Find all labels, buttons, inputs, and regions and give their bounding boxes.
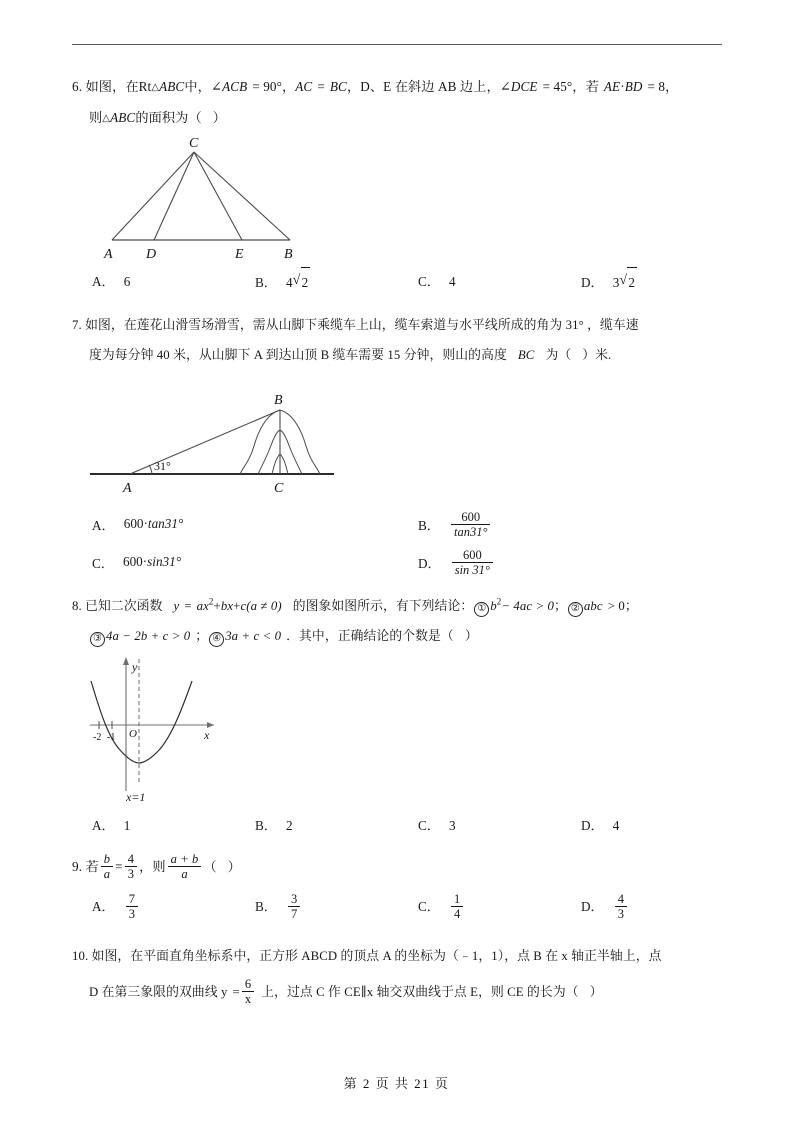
question-10-text-line-1: 如图，在平面直角坐标系中，正方形 ABCD 的顶点 A 的坐标为（﹣1，1），点 B 在 x 轴正半轴上，点 xyxy=(91,949,662,963)
question-8-line-2 xyxy=(72,621,724,651)
question-8-line-1 xyxy=(72,591,724,621)
question-7-number: 7. xyxy=(72,318,82,332)
q9-f1-denominator: a xyxy=(101,866,113,881)
figure-axis-label-y: y xyxy=(132,660,138,674)
question-7-text-line-1: 如图，在莲花山滑雪场滑雪，需从山脚下乘缆车上山，缆车索道与水平线所成的角为 31° ，缆车速 xyxy=(85,318,639,332)
option-c-label: C． xyxy=(418,899,440,914)
q9-text-2: 则 xyxy=(152,859,166,874)
question-7-line-2 xyxy=(72,340,724,370)
option-b[interactable] xyxy=(255,267,418,298)
q6-eq-3: = 45° xyxy=(542,79,573,94)
q10-l2-text-1: D 在第三象限的双曲线 y xyxy=(89,985,228,999)
q9-f2-denominator: 3 xyxy=(125,866,137,881)
q6-text-1: 如图，在 xyxy=(85,79,139,94)
option-d[interactable] xyxy=(581,267,744,298)
q10-numerator: 6 xyxy=(244,976,252,991)
q8-conclusion-1-rest: − 4ac > 0 xyxy=(501,599,555,613)
circled-number-1-icon: ① xyxy=(474,602,489,617)
option-b-numerator: 600 xyxy=(461,509,481,524)
question-10-number: 10. xyxy=(72,949,89,963)
figure-label-C: C xyxy=(189,136,199,151)
option-b[interactable] xyxy=(418,505,744,543)
option-c[interactable]: C． 600 · sin31° xyxy=(92,554,182,571)
option-a-coefficient: 600 xyxy=(123,516,144,531)
q6-text-2: 中， xyxy=(184,79,211,94)
q8-text-2: 的图象如图所示，有下列结论： xyxy=(292,599,474,613)
q6-l2-abc: ABC xyxy=(110,110,136,125)
q6-text-4: 若 xyxy=(585,79,599,94)
option-a[interactable] xyxy=(92,811,255,841)
option-a[interactable]: A． 600 · tan31° xyxy=(92,516,184,533)
option-a-value: 6 xyxy=(123,274,131,289)
circled-number-2-icon: ② xyxy=(568,602,583,617)
option-b-label: B． xyxy=(418,517,440,533)
option-b-denominator: tan31° xyxy=(451,524,490,539)
option-d-label: D． xyxy=(418,555,441,571)
q6-comma-1: ， xyxy=(281,79,296,94)
q8-text-1: 已知二次函数 xyxy=(85,599,163,613)
q8-x: x xyxy=(203,599,209,613)
option-c-label: C． xyxy=(418,818,440,833)
q7-l2-text-3: ）米. xyxy=(582,348,612,362)
figure-label-B: B xyxy=(274,393,283,408)
option-c-denominator: 4 xyxy=(451,906,463,921)
option-a[interactable] xyxy=(92,887,255,927)
option-d-value: 4 xyxy=(612,818,620,833)
q8-a: a xyxy=(196,599,204,613)
option-a[interactable] xyxy=(92,267,255,298)
q6-comma-4: ， xyxy=(665,79,679,94)
circled-number-3-icon: ③ xyxy=(90,632,105,647)
q8-l2-text-2: ） xyxy=(464,629,478,643)
option-c-label: C． xyxy=(92,555,114,571)
option-a-label: A． xyxy=(92,274,115,289)
page-footer xyxy=(0,1073,793,1092)
option-c-value: 3 xyxy=(448,818,456,833)
question-8-options xyxy=(72,811,724,841)
q8-exponent: 2 xyxy=(208,596,214,607)
option-a-denominator: 3 xyxy=(126,906,138,921)
option-a-label: A． xyxy=(92,899,115,914)
q6-ac: AC xyxy=(295,79,313,94)
option-d-coefficient: 3 xyxy=(612,275,620,290)
q8-x2: x xyxy=(227,599,234,613)
q10-fraction-6-over-x xyxy=(242,977,254,1006)
q9-equals: = xyxy=(115,859,123,874)
q8-conclusion-1-b: b xyxy=(490,599,497,613)
option-a-label: A． xyxy=(92,517,115,533)
question-9-number: 9. xyxy=(72,859,83,874)
option-b-numerator: 3 xyxy=(290,891,298,906)
q8-semicolon-2: ； xyxy=(624,599,638,613)
sqrt-icon xyxy=(293,267,313,298)
question-9-options xyxy=(72,887,724,927)
question-10-line-2 xyxy=(72,971,724,1013)
q6-l2-text-1: 则 xyxy=(89,110,103,125)
question-7 xyxy=(72,310,724,581)
question-7-line-1 xyxy=(72,310,724,340)
q6-eq-4: = 8 xyxy=(647,79,666,94)
q8-semicolon-1: ； xyxy=(554,599,567,613)
q8-eq: = xyxy=(184,599,192,613)
q9-text-4: ） xyxy=(227,859,241,874)
q9-text-1: 若 xyxy=(85,859,99,874)
option-a-function: tan31° xyxy=(147,516,184,531)
q6-angle-acb: ∠ACB xyxy=(210,79,248,94)
option-c-value: 4 xyxy=(448,274,456,289)
option-b-label: B． xyxy=(255,899,277,914)
option-c-coefficient: 600 xyxy=(122,554,143,569)
q9-fraction-a-plus-b-over-a xyxy=(168,852,202,881)
option-c-numerator: 1 xyxy=(453,891,461,906)
q7-l2-text-1: 度为每分钟 40 米，从山脚下 A 到达山顶 B 缆车需要 15 分钟，则山的高度 xyxy=(89,348,507,362)
q6-eq-1: = 90° xyxy=(252,79,282,94)
option-d-denominator: 3 xyxy=(615,906,627,921)
option-b-label: B． xyxy=(255,275,277,290)
figure-label-D: D xyxy=(146,247,157,262)
option-d-label: D． xyxy=(581,275,604,290)
option-a-fraction xyxy=(126,892,138,921)
triangle-symbol-icon: △ xyxy=(151,82,160,93)
question-7-options-row-1 xyxy=(72,505,724,543)
q8-conclusion-3: 4a − 2b + c > 0 xyxy=(106,629,191,643)
question-8-number: 8. xyxy=(72,599,82,613)
q6-bc: BC xyxy=(329,79,347,94)
option-c[interactable] xyxy=(418,887,581,927)
option-b-fraction xyxy=(288,892,300,921)
option-b-label: B． xyxy=(255,818,277,833)
header-divider-rule xyxy=(72,44,722,45)
question-6-line-1 xyxy=(72,72,724,103)
q8-conclusion-4: 3a + c < 0 xyxy=(225,629,282,643)
question-6-options xyxy=(72,267,724,298)
page-content xyxy=(72,72,724,1013)
q6-l2-text-2: 的面积为（ xyxy=(135,110,202,125)
q10-equals: = xyxy=(232,985,240,999)
option-a-label: A． xyxy=(92,818,115,833)
q9-fraction-b-over-a xyxy=(101,852,113,881)
q6-eq-2: = xyxy=(317,79,325,94)
figure-tick-label-minus-2: -2 xyxy=(93,732,102,743)
question-9-line-1 xyxy=(72,847,724,887)
q8-c: c xyxy=(240,599,247,613)
q10-l2-text-3: ） xyxy=(589,985,603,999)
question-9 xyxy=(72,847,724,927)
q8-conclusion-2-rest: > 0 xyxy=(607,599,625,613)
option-a-value: 1 xyxy=(123,818,131,833)
option-b-denominator: 7 xyxy=(288,906,300,921)
option-b-coefficient: 4 xyxy=(285,275,293,290)
option-c-fraction xyxy=(451,892,463,921)
option-d[interactable] xyxy=(581,887,744,927)
sqrt-icon xyxy=(619,267,639,298)
option-d[interactable] xyxy=(581,811,744,841)
question-7-options-row-2 xyxy=(72,543,724,581)
option-d[interactable] xyxy=(418,543,744,581)
q6-dot: · xyxy=(620,79,625,94)
q7-l2-text-2: 为（ xyxy=(545,348,572,362)
question-8 xyxy=(72,591,724,841)
figure-tick-label-minus-1: -1 xyxy=(107,732,116,743)
figure-angle-label-31: 31° xyxy=(154,459,171,473)
question-10-line-1 xyxy=(72,941,724,971)
q9-f2-numerator: 4 xyxy=(127,851,135,866)
figure-label-A: A xyxy=(123,481,132,496)
question-7-figure xyxy=(72,370,724,505)
option-c[interactable] xyxy=(418,267,581,298)
option-d-label: D． xyxy=(581,899,604,914)
q6-bd: BD xyxy=(624,79,643,94)
figure-label-C: C xyxy=(274,481,284,496)
figure-symmetry-axis-label: x=1 xyxy=(126,790,146,804)
triangle-symbol-icon: △ xyxy=(102,113,111,124)
option-d-fraction xyxy=(452,548,493,577)
q10-l2-text-2: 上，过点 C 作 CE∥x 轴交双曲线于点 E，则 CE 的长为（ xyxy=(261,985,579,999)
option-b[interactable] xyxy=(255,811,418,841)
option-d-numerator: 600 xyxy=(462,547,482,562)
q6-text-3: D、E 在斜边 AB 边上， xyxy=(360,79,500,94)
q8-condition: (a ≠ 0) xyxy=(246,599,282,613)
question-6-number: 6. xyxy=(72,79,83,94)
q6-angle-dce: ∠DCE xyxy=(499,79,538,94)
option-b-value: 2 xyxy=(285,818,293,833)
question-10 xyxy=(72,941,724,1013)
figure-label-E: E xyxy=(235,247,244,262)
option-c-label: C． xyxy=(418,274,440,289)
question-6 xyxy=(72,72,724,298)
option-d-numerator: 4 xyxy=(617,891,624,906)
q9-f3-denominator: a xyxy=(168,866,202,881)
q8-b: b xyxy=(220,599,228,613)
option-b-fraction xyxy=(451,510,490,539)
option-a-numerator: 7 xyxy=(128,891,135,906)
q6-ae: AE xyxy=(603,79,621,94)
figure-label-B: B xyxy=(284,247,293,262)
q9-comma: ， xyxy=(139,859,153,874)
q8-plus-1: + xyxy=(213,599,221,613)
q9-text-3: （ xyxy=(203,859,217,874)
q9-f1-numerator: b xyxy=(103,851,111,866)
q8-conclusion-1-exp: 2 xyxy=(496,596,502,607)
figure-origin-label: O xyxy=(129,728,137,740)
q6-comma-3: ， xyxy=(572,79,586,94)
option-b[interactable] xyxy=(255,887,418,927)
q6-l2-text-3: ） xyxy=(212,110,227,125)
circled-number-4-icon: ④ xyxy=(209,632,224,647)
q8-plus-2: + xyxy=(233,599,241,613)
q8-l2-semicolon: ； xyxy=(195,629,209,643)
q9-f3-numerator: a + b xyxy=(170,851,199,866)
option-c[interactable] xyxy=(418,811,581,841)
q6-comma-2: ， xyxy=(346,79,361,94)
q8-y: y xyxy=(173,599,180,613)
q6-abc-1: ABC xyxy=(159,79,185,94)
q8-l2-text-1: ．其中，正确结论的个数是（ xyxy=(286,629,454,643)
q9-fraction-4-over-3 xyxy=(125,852,137,881)
question-6-line-2 xyxy=(72,103,724,134)
option-c-function: sin31° xyxy=(147,554,182,569)
question-8-figure xyxy=(72,651,724,811)
option-d-fraction xyxy=(615,892,627,921)
q6-rt: Rt xyxy=(138,79,152,94)
q7-bc: BC xyxy=(517,348,535,362)
q10-denominator: x xyxy=(242,991,254,1006)
question-6-figure xyxy=(72,134,724,267)
option-d-radicand: 2 xyxy=(627,267,637,298)
page-footer-text: 第 2 页 共 21 页 xyxy=(343,1076,450,1091)
q8-conclusion-2: abc xyxy=(583,599,603,613)
option-d-label: D． xyxy=(581,818,604,833)
figure-axis-label-x: x xyxy=(204,728,210,742)
option-b-radicand: 2 xyxy=(301,267,311,298)
option-d-denominator: sin 31° xyxy=(452,562,493,577)
figure-label-A: A xyxy=(104,247,113,262)
